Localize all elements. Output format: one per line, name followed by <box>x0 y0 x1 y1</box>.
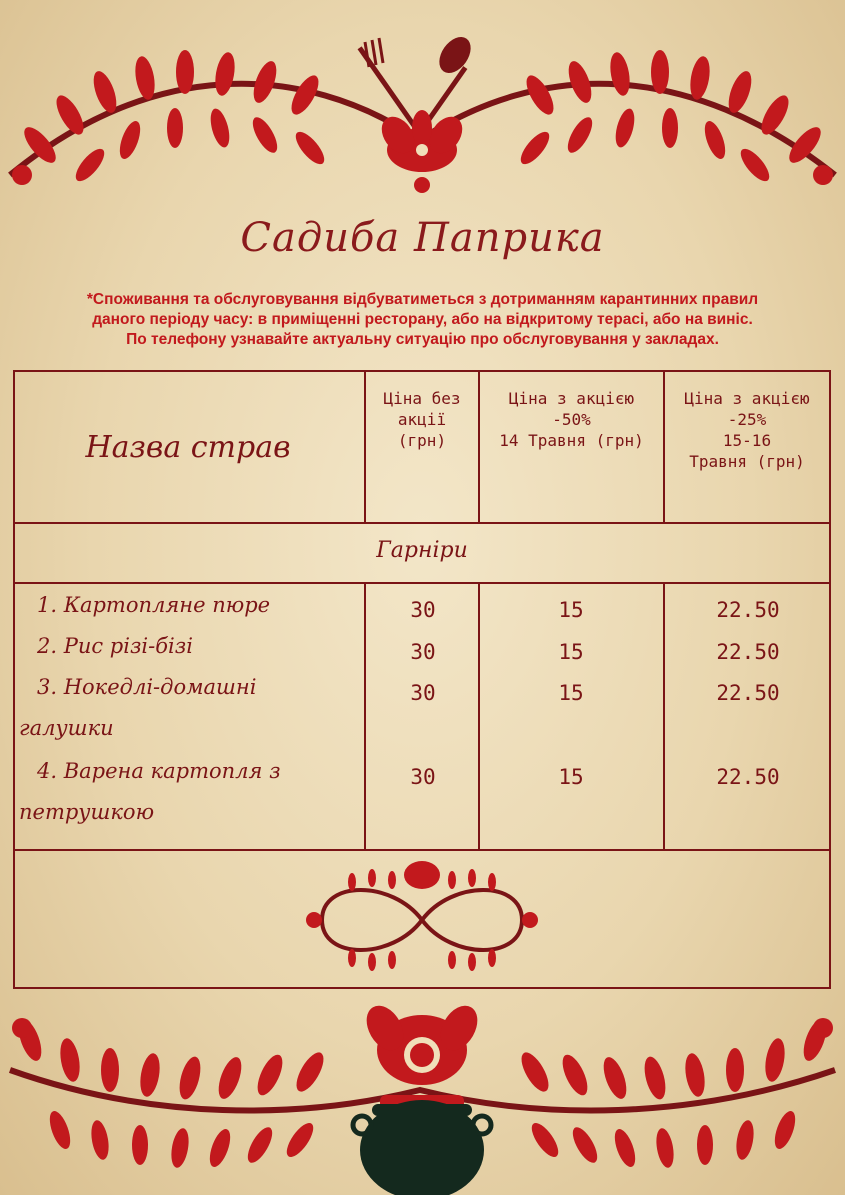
price-50: 15 <box>558 598 584 622</box>
pot-icon <box>353 1095 491 1195</box>
price-base: 30 <box>410 640 436 664</box>
notice-line: даного періоду часу: в приміщенні ресторану, або на відкритому терасі, або на виніс. <box>92 311 753 328</box>
price-base: 30 <box>410 598 436 622</box>
quarantine-notice <box>10 290 835 350</box>
header-price-base <box>365 388 479 451</box>
price-50: 15 <box>558 765 584 789</box>
price-50: 15 <box>558 681 584 705</box>
fork-icon <box>358 38 417 127</box>
leaf-row-left <box>12 50 329 185</box>
header-line: Травня (грн) <box>689 452 805 471</box>
price-25: 22.50 <box>716 765 780 789</box>
dish-name: 3. Нокедлі-домашні <box>37 675 257 699</box>
header-dish-name: Назва страв <box>85 430 291 465</box>
header-line: (грн) <box>397 431 447 450</box>
price-25: 22.50 <box>716 640 780 664</box>
leaf-row-right <box>516 1016 833 1169</box>
header-line: 15-16 <box>722 431 772 450</box>
leaf-row-right <box>516 50 833 185</box>
bottom-folk-ornament <box>0 1000 845 1195</box>
price-25: 22.50 <box>716 681 780 705</box>
dish-name: 1. Картопляне пюре <box>37 593 271 617</box>
header-price-25 <box>664 388 830 472</box>
header-line: 14 Травня (грн) <box>499 431 644 450</box>
top-folk-ornament <box>0 0 845 210</box>
section-title: Гарніри <box>376 538 468 563</box>
dish-name: петрушкою <box>19 800 155 824</box>
folk-flower-icon <box>359 1000 485 1085</box>
folk-flower-icon <box>375 110 469 193</box>
header-line: -50% <box>552 410 591 429</box>
infinity-ornament-icon <box>306 861 538 971</box>
price-base: 30 <box>410 765 436 789</box>
header-line: Ціна з акцією <box>684 389 810 408</box>
notice-line: По телефону узнавайте актуальну ситуацію про обслуговування у закладах. <box>126 331 719 348</box>
dish-name: галушки <box>19 716 114 740</box>
header-line: Ціна без <box>383 389 461 408</box>
price-50: 15 <box>558 640 584 664</box>
leaf-row-left <box>12 1016 329 1169</box>
menu-table <box>13 370 831 990</box>
notice-line: *Споживання та обслуговування відбуватиметься з дотриманням карантинних правил <box>86 291 759 308</box>
header-line: акції <box>397 410 447 429</box>
header-line: -25% <box>727 410 767 429</box>
dish-name: 4. Варена картопля з <box>37 759 281 783</box>
price-25: 22.50 <box>716 598 780 622</box>
page-title: Садиба Паприка <box>240 215 605 261</box>
dish-name: 2. Рис різі-бізі <box>37 634 193 658</box>
header-price-50 <box>479 388 664 451</box>
price-base: 30 <box>410 681 436 705</box>
header-line: Ціна з акцією <box>508 389 635 408</box>
